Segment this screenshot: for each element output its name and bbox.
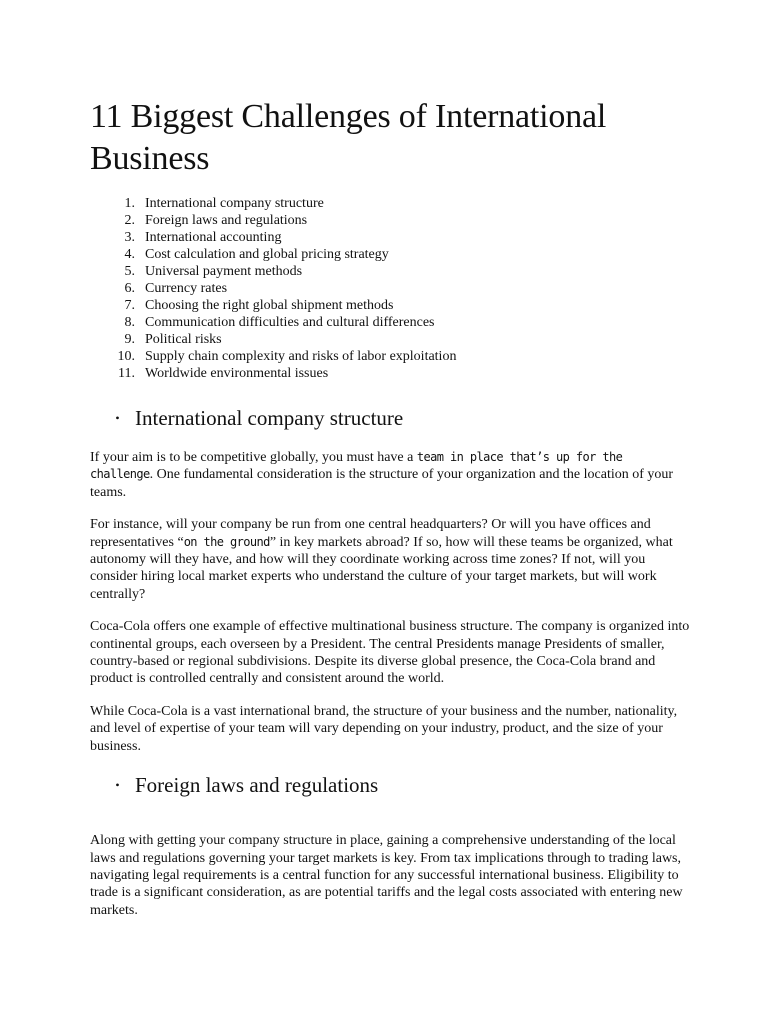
section-heading-text: International company structure bbox=[135, 406, 404, 430]
list-item bbox=[90, 195, 690, 212]
list-item-number: 2. bbox=[124, 213, 135, 228]
list-item bbox=[90, 246, 690, 263]
document-page bbox=[90, 96, 690, 919]
list-item-number: 3. bbox=[124, 230, 135, 245]
list-item bbox=[90, 348, 690, 365]
list-item bbox=[90, 229, 690, 246]
list-item bbox=[90, 280, 690, 297]
list-item bbox=[90, 314, 690, 331]
list-item-text: Supply chain complexity and risks of labor exploitation bbox=[145, 349, 457, 364]
paragraph-text: For instance, will your company be run from one central headquarters? Or will you have offices and representatives “ bbox=[90, 517, 651, 550]
bullet-icon: • bbox=[115, 411, 120, 425]
document-title: 11 Biggest Challenges of International Business bbox=[90, 98, 607, 177]
list-item-number: 9. bbox=[124, 332, 135, 347]
paragraph-text: If your aim is to be competitive globally, you must have a bbox=[90, 450, 417, 465]
paragraph: While Coca-Cola is a vast international brand, the structure of your business and the number, nationality, and level of expertise of your team will vary depending on your industry, product, and the size of your business. bbox=[90, 703, 678, 754]
paragraph-text: ” in key markets abroad? If so, how will these teams be organized, what autonomy will they have, and how will they coordinate working across time zones? If not, will you consider hiring local market experts who understand the culture of your target markets, but will work centrally? bbox=[90, 534, 673, 602]
list-item bbox=[90, 263, 690, 280]
list-item bbox=[90, 297, 690, 314]
list-item-number: 4. bbox=[124, 247, 135, 262]
paragraph-text: . One fundamental consideration is the structure of your organization and the location of your teams. bbox=[90, 467, 674, 500]
list-item-number: 8. bbox=[124, 315, 135, 330]
section-heading-company-structure bbox=[90, 405, 690, 431]
paragraph bbox=[90, 516, 690, 603]
list-item bbox=[90, 365, 690, 382]
list-item-text: International company structure bbox=[145, 196, 324, 211]
list-item-number: 6. bbox=[124, 281, 135, 296]
on-the-ground-link[interactable]: on the ground bbox=[183, 534, 270, 549]
list-item-number: 7. bbox=[124, 298, 135, 313]
paragraph bbox=[90, 449, 690, 501]
paragraph: Coca-Cola offers one example of effective multinational business structure. The company is organized into continental groups, each overseen by a President. The central Presidents manage Presidents of smaller, country-based or regional subdivisions. Despite its diverse global presence, the Coca-Cola brand and product is controlled centrally and consistent around the world. bbox=[90, 619, 690, 687]
list-item-text: Choosing the right global shipment methods bbox=[145, 298, 394, 313]
list-item-number: 11. bbox=[118, 366, 135, 381]
section-heading-foreign-laws bbox=[90, 772, 690, 798]
paragraph: Along with getting your company structure in place, gaining a comprehensive understanding of the local laws and regulations governing your target markets is key. From tax implications through to trading laws, navigating legal requirements is a central function for any successful international business. Eligibility to trade is a significant consideration, as are potential tariffs and the legal costs associated with entering new markets. bbox=[90, 833, 683, 918]
bullet-icon: • bbox=[115, 778, 120, 793]
list-item-text: Foreign laws and regulations bbox=[145, 213, 308, 228]
list-item-number: 5. bbox=[124, 264, 135, 279]
challenges-list bbox=[90, 195, 690, 382]
list-item-text: Worldwide environmental issues bbox=[145, 366, 329, 381]
section-heading-text: Foreign laws and regulations bbox=[135, 773, 379, 798]
list-item-number: 10. bbox=[117, 349, 135, 364]
list-item bbox=[90, 331, 690, 348]
list-item-text: Communication difficulties and cultural differences bbox=[145, 315, 435, 330]
team-link[interactable]: team in place that’s up for the challenge bbox=[90, 450, 623, 482]
list-item-number: 1. bbox=[124, 196, 135, 211]
list-item-text: Currency rates bbox=[145, 281, 228, 296]
list-item bbox=[90, 212, 690, 229]
list-item-text: International accounting bbox=[145, 230, 282, 245]
list-item-text: Cost calculation and global pricing strategy bbox=[145, 247, 389, 262]
list-item-text: Political risks bbox=[145, 332, 222, 347]
list-item-text: Universal payment methods bbox=[145, 264, 303, 279]
